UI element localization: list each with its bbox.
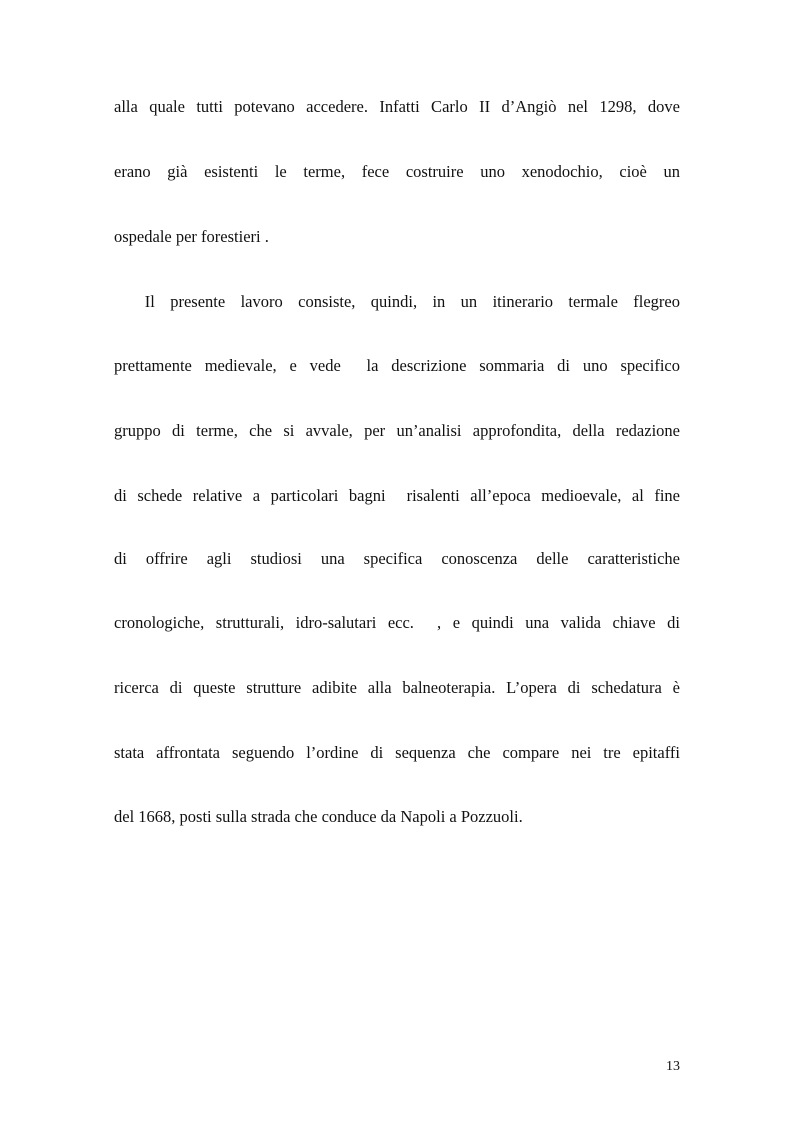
paragraph-2-line-1: Il presente lavoro consiste, quindi, in un itinerario termale flegreo: [114, 292, 680, 311]
paragraph-2-line-4: di schede relative a particolari bagni risalenti all’epoca medioevale, al fine: [114, 486, 680, 505]
paragraph-1-line-3: ospedale per forestieri .: [114, 227, 269, 246]
page-number: 13: [666, 1059, 680, 1074]
paragraph-2-line-3: gruppo di terme, che si avvale, per un’analisi approfondita, della redazione: [114, 421, 680, 440]
paragraph-2-line-9: del 1668, posti sulla strada che conduce da Napoli a Pozzuoli.: [114, 807, 523, 826]
paragraph-2-line-5: di offrire agli studiosi una specifica conoscenza delle caratteristiche: [114, 549, 680, 568]
paragraph-1-line-1: alla quale tutti potevano accedere. Infatti Carlo II d’Angiò nel 1298, dove: [114, 97, 680, 116]
paragraph-1-line-2: erano già esistenti le terme, fece costruire uno xenodochio, cioè un: [114, 162, 680, 181]
paragraph-2-line-2: prettamente medievale, e vede la descrizione sommaria di uno specifico: [114, 356, 680, 375]
paragraph-2-line-6: cronologiche, strutturali, idro-salutari ecc. , e quindi una valida chiave di: [114, 613, 680, 632]
paragraph-2-line-8: stata affrontata seguendo l’ordine di sequenza che compare nei tre epitaffi: [114, 743, 680, 762]
paragraph-2-line-7: ricerca di queste strutture adibite alla balneoterapia. L’opera di schedatura è: [114, 678, 680, 697]
